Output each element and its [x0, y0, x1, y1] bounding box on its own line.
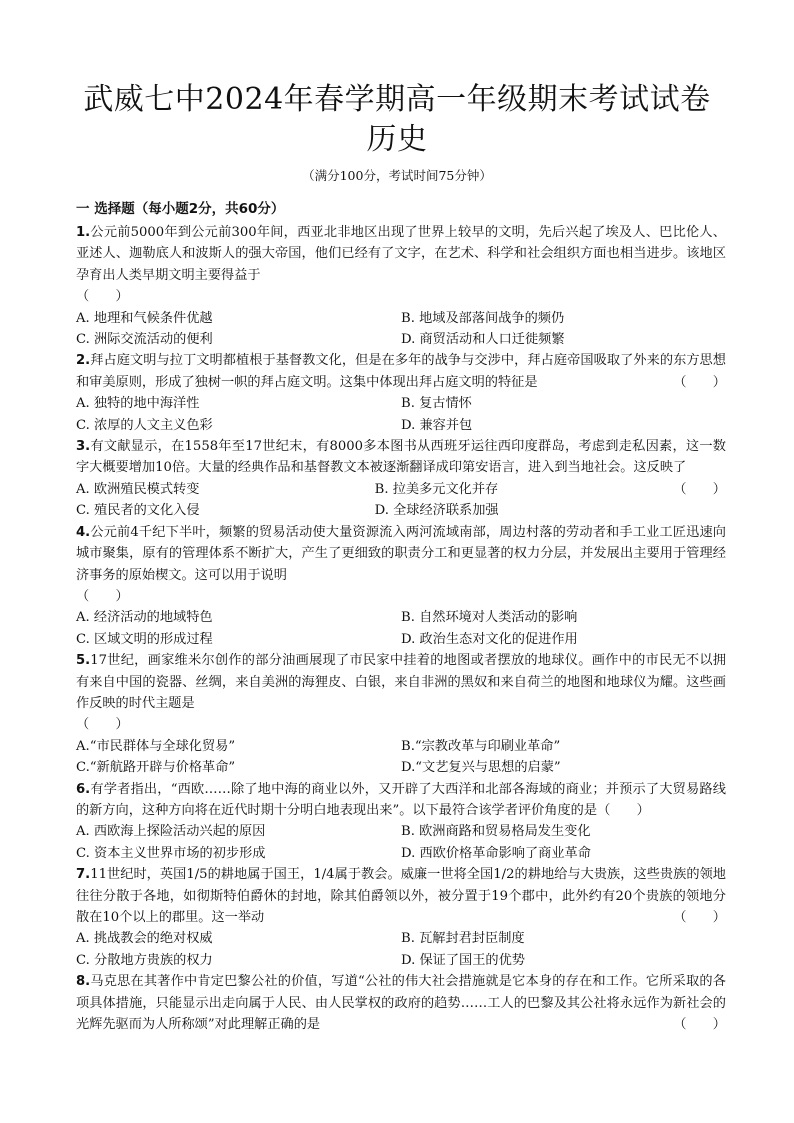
question-6	[76, 779, 726, 865]
options	[76, 928, 726, 971]
option-d: D. 商贸活动和人口迁徙频繁	[401, 332, 565, 348]
option-a: A. 西欧海上探险活动兴起的原因	[76, 824, 266, 840]
option-c: C. 洲际交流活动的便利	[76, 332, 213, 348]
option-b: B. 复古情怀	[401, 396, 472, 412]
answer-bracket: （ ）	[597, 802, 650, 818]
question-3	[76, 436, 726, 522]
option-a: A. 独特的地中海洋性	[76, 396, 200, 412]
answer-bracket: （ ）	[76, 289, 129, 305]
option-c: C.“新航路开辟与价格革命”	[76, 760, 236, 776]
question-number: 5.	[76, 653, 91, 669]
options	[76, 607, 726, 650]
option-d: D. 保证了国王的优势	[401, 952, 525, 968]
option-c: C. 区域文明的形成过程	[76, 631, 213, 647]
option-b: B. 拉美多元文化并存	[374, 481, 499, 497]
option-c: C. 分散地方贵族的权力	[76, 952, 213, 968]
option-a: A. 地理和气候条件优越	[76, 310, 213, 326]
question-2	[76, 350, 726, 436]
options	[76, 479, 673, 522]
option-b: B.“宗教改革与印刷业革命”	[401, 738, 561, 754]
option-c: C. 浓厚的人文主义色彩	[76, 417, 213, 433]
question-stem: 11世纪时，英国1/5的耕地属于国王，1/4属于教会。威廉一世将全国1/2的耕地给与大贵族，这些贵族的领地往往分散于各地，如彻斯特伯爵休的封地，除其伯爵领以外，被分置于19个郡中，此外约有20个贵族的领地分散在10个以上的郡里。这一举动	[76, 867, 726, 925]
option-b: B. 瓦解封君封臣制度	[401, 931, 525, 947]
section-heading: 一 选择题（每小题2分，共60分）	[76, 201, 285, 217]
question-number: 7.	[76, 867, 91, 883]
options	[76, 393, 726, 436]
exam-subject: 历史	[366, 122, 428, 157]
option-c: C. 资本主义世界市场的初步形成	[76, 845, 266, 861]
question-7	[76, 864, 726, 971]
question-stem: 公元前5000年到公元前300年间，西亚北非地区出现了世界上较早的文明，先后兴起了埃及人、巴比伦人、亚述人、迦勒底人和波斯人的强大帝国，他们已经有了文字，在艺术、科学和社会组织方面也相当进步。该地区孕育出人类早期文明主要得益于	[76, 225, 726, 283]
question-stem: 17世纪，画家维米尔创作的部分油画展现了市民家中挂着的地图或者摆放的地球仪。画作中的市民无不以拥有来自中国的瓷器、丝绸，来自美洲的海狸皮、白银，来自非洲的黑奴和来自荷兰的地图和地球仪为耀。这些画作反映的时代主题是	[76, 653, 726, 711]
question-stem: 有学者指出，“西欧……除了地中海的商业以外，又开辟了大西洋和北部各海域的商业；并预示了大贸易路线的新方向，这种方向将在近代时期十分明白地表现出来”。以下最符合该学者评价角度的是	[76, 781, 726, 818]
exam-info: （满分100分，考试时间75分钟）	[302, 168, 492, 183]
option-b: B. 自然环境对人类活动的影响	[401, 610, 578, 626]
question-1	[76, 222, 726, 350]
question-5	[76, 650, 726, 778]
question-list	[76, 222, 726, 1035]
question-number: 2.	[76, 353, 91, 369]
answer-bracket: （ ）	[76, 588, 129, 604]
option-b: B. 欧洲商路和贸易格局发生变化	[401, 824, 591, 840]
option-a: A. 欧洲殖民模式转变	[76, 481, 200, 497]
question-stem: 马克思在其著作中肯定巴黎公社的价值，写道“公社的伟大社会措施就是它本身的存在和工作。它所采取的各项具体措施，只能显示出走向属于人民、由人民掌权的政府的趋势……工人的巴黎及其公社将永远作为新社会的光辉先驱而为人所称颂”对此理解正确的是	[76, 974, 726, 1033]
question-number: 6.	[76, 781, 91, 797]
question-number: 3.	[76, 439, 91, 455]
option-a: A.“市民群体与全球化贸易”	[76, 738, 236, 754]
option-a: A. 挑战教会的绝对权威	[76, 931, 213, 947]
question-stem: 有文献显示，在1558年至17世纪末，有8000多本图书从西班牙运往西印度群岛，考虑到走私因素，这一数字大概要增加10倍。大量的经典作品和基督教文本被逐渐翻译成印第安语言，进入到当地社会。这反映了	[76, 439, 726, 476]
question-number: 1.	[76, 225, 91, 240]
option-d: D. 西欧价格革命影响了商业革命	[401, 845, 591, 861]
question-4	[76, 522, 726, 650]
options	[76, 736, 726, 779]
exam-title: 武威七中2024年春学期高一年级期末考试试卷	[83, 82, 711, 117]
option-d: D. 兼容并包	[401, 417, 473, 433]
answer-bracket: （ ）	[673, 481, 726, 497]
answer-bracket: （ ）	[673, 1017, 726, 1033]
option-c: C. 殖民者的文化入侵	[76, 503, 200, 519]
options	[76, 308, 726, 351]
answer-bracket: （ ）	[673, 910, 726, 925]
question-8	[76, 971, 726, 1035]
option-b: B. 地域及部落间战争的频仍	[401, 310, 565, 326]
answer-bracket: （ ）	[76, 717, 129, 733]
question-number: 4.	[76, 524, 91, 540]
question-number: 8.	[76, 974, 91, 990]
answer-bracket: （ ）	[673, 374, 726, 390]
option-d: D. 全球经济联系加强	[374, 503, 499, 519]
options	[76, 821, 726, 864]
option-a: A. 经济活动的地域特色	[76, 610, 213, 626]
option-d: D.“文艺复兴与思想的启蒙”	[401, 760, 561, 776]
question-stem: 公元前4千纪下半叶，频繁的贸易活动使大量资源流入两河流域南部，周边村落的劳动者和手工业工匠迅速向城市聚集，原有的管理体系不断扩大，产生了更细致的职责分工和更显著的权力分层，并发展出主要用于管理经济事务的原始楔文。这可以用于说明	[76, 524, 726, 583]
question-stem: 拜占庭文明与拉丁文明都植根于基督教文化，但是在多年的战争与交涉中，拜占庭帝国吸取了外来的东方思想和审美原则，形成了独树一帜的拜占庭文明。这集中体现出拜占庭文明的特征是	[76, 353, 726, 390]
option-d: D. 政治生态对文化的促进作用	[401, 631, 578, 647]
